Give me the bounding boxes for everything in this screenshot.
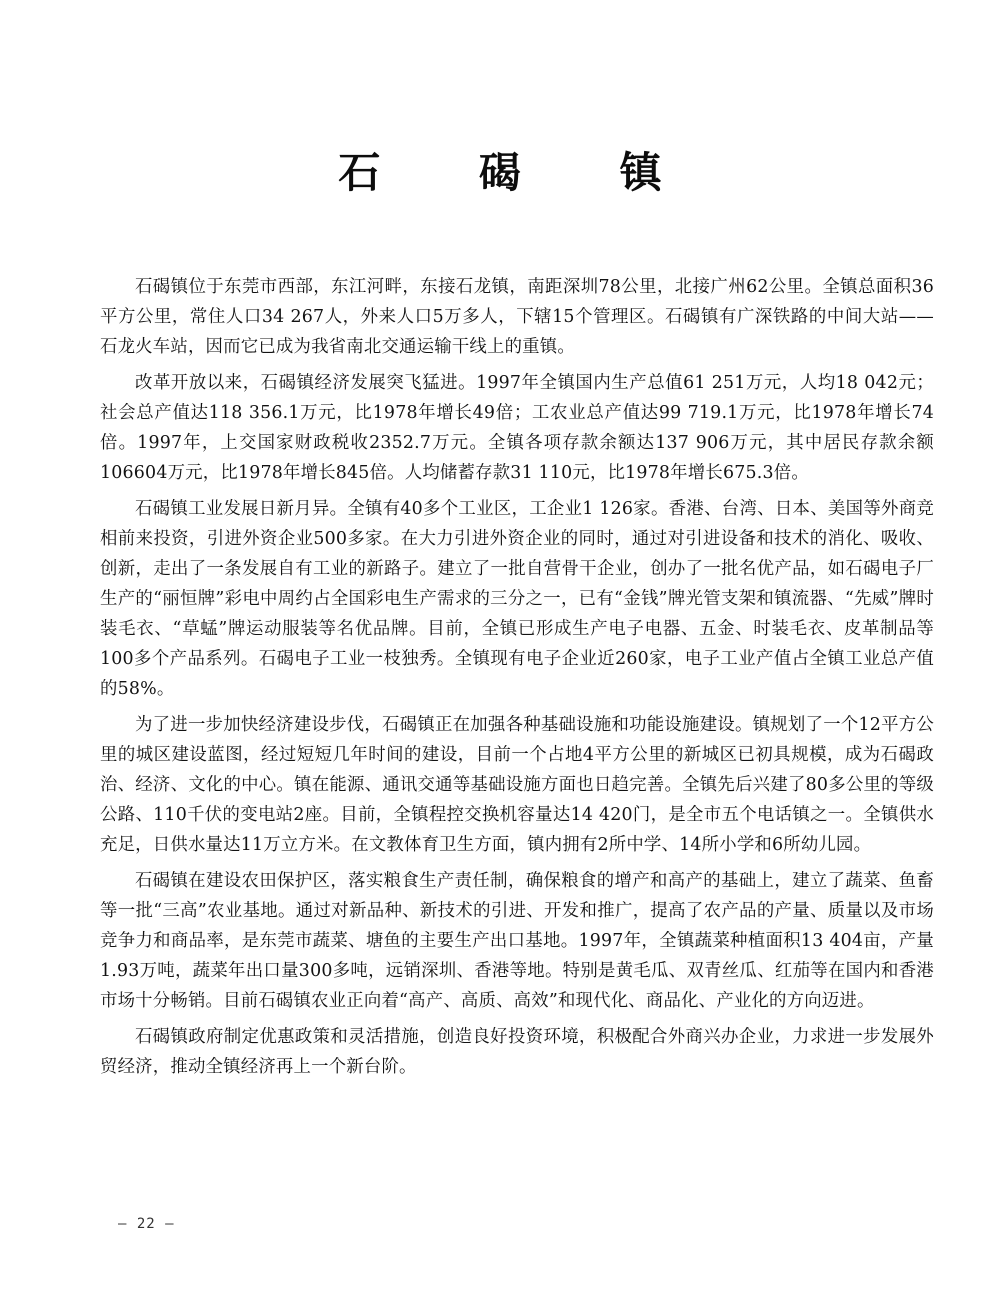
page-number: — 22 — (118, 1216, 175, 1232)
paragraph-location: 石碣镇位于东莞市西部，东江河畔，东接石龙镇，南距深圳78公里，北接广州62公里。全镇总面积36平方公里，常住人口34 267人，外来人口5万多人，下辖15个管理区。石碣镇有广深铁路的中间大站——石龙火车站，因而它已成为我省南北交通运输干线上的重镇。 (100, 277, 934, 357)
article-body (100, 272, 934, 1088)
paragraph-infrastructure: 为了进一步加快经济建设步伐，石碣镇正在加强各种基础设施和功能设施建设。镇规划了一个12平方公里的城区建设蓝图，经过短短几年时间的建设，目前一个占地4平方公里的新城区已初具规模，成为石碣政治、经济、文化的中心。镇在能源、通讯交通等基础设施方面也日趋完善。全镇先后兴建了80多公里的等级公路、110千伏的变电站2座。目前，全镇程控交换机容量达14 420门，是全市五个电话镇之一。全镇供水充足，日供水量达11万立方米。在文教体育卫生方面，镇内拥有2所中学、14所小学和6所幼儿园。 (100, 715, 934, 855)
paragraph-agriculture: 石碣镇在建设农田保护区，落实粮食生产责任制，确保粮食的增产和高产的基础上，建立了蔬菜、鱼畜等一批“三高”农业基地。通过对新品种、新技术的引进、开发和推广，提高了农产品的产量、质量以及市场竞争力和商品率，是东莞市蔬菜、塘鱼的主要生产出口基地。1997年，全镇蔬菜种植面积13 404亩，产量1.93万吨，蔬菜年出口量300多吨，远销深圳、香港等地。特别是黄毛瓜、双青丝瓜、红茄等在国内和香港市场十分畅销。目前石碣镇农业正向着“高产、高质、高效”和现代化、商品化、产业化的方向迈进。 (100, 871, 934, 1011)
page-title: 石 碣 镇 (338, 148, 704, 197)
paragraph-industry: 石碣镇工业发展日新月异。全镇有40多个工业区，工企业1 126家。香港、台湾、日本、美国等外商竞相前来投资，引进外资企业500多家。在大力引进外资企业的同时，通过对引进设备和技术的消化、吸收、创新，走出了一条发展自有工业的新路子。建立了一批自营骨干企业，创办了一批名优产品，如石碣电子厂生产的“丽恒牌”彩电中周约占全国彩电生产需求的三分之一，已有“金钱”牌光管支架和镇流器、“先威”牌时装毛衣、“草蜢”牌运动服装等名优品牌。目前，全镇已形成生产电子电器、五金、时装毛衣、皮革制品等100多个产品系列。石碣电子工业一枝独秀。全镇现有电子企业近260家，电子工业产值占全镇工业总产值的58%。 (100, 499, 934, 699)
paragraph-government-policy: 石碣镇政府制定优惠政策和灵活措施，创造良好投资环境，积极配合外商兴办企业，力求进一步发展外贸经济，推动全镇经济再上一个新台阶。 (100, 1027, 934, 1077)
paragraph-economy: 改革开放以来，石碣镇经济发展突飞猛进。1997年全镇国内生产总值61 251万元，人均18 042元；社会总产值达118 356.1万元，比1978年增长49倍；工农业总产值达99 719.1万元，比1978年增长74倍。1997年，上交国家财政税收2352.7万元。全镇各项存款余额达137 906万元，其中居民存款余额106604万元，比1978年增长845倍。人均储蓄存款31 110元，比1978年增长675.3倍。 (100, 373, 934, 483)
